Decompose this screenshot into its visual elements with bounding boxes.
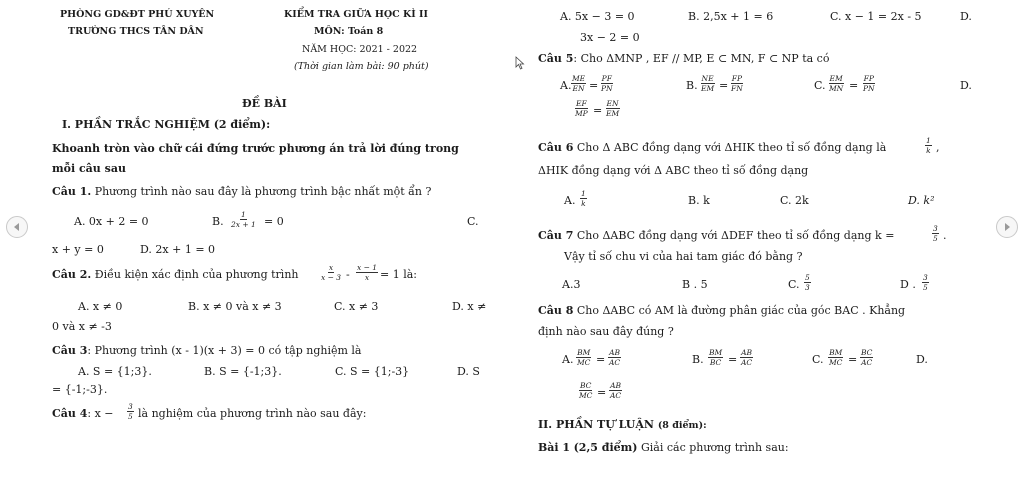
q7-option-d-fraction: $\frac{3}{5}$	[923, 273, 928, 292]
q5-c-frac-1: $\frac{EM}{MN}$	[829, 74, 844, 93]
school-dept: PHÒNG GD&ĐT PHÚ XUYÊN	[60, 9, 215, 20]
q2-option-d-content: 0 và x ≠ -3	[52, 320, 112, 333]
part1-heading: I. PHẦN TRẮC NGHIỆM (2 điểm):	[62, 118, 271, 131]
q1-option-b-fraction: $\frac{1}{2x + 1}$	[231, 210, 256, 229]
question-8: Câu 8 Cho ΔABC có AM là đường phân giác của góc BAC . Khẳng	[538, 304, 906, 317]
q5-c-frac-2: $\frac{FP}{PN}$	[863, 74, 875, 93]
q4-option-a: A. 5x − 3 = 0	[560, 10, 635, 23]
q8-c-frac-1: $\frac{BM}{MC}$	[829, 348, 843, 367]
q1-option-d: D. 2x + 1 = 0	[140, 243, 216, 256]
q6-option-a-fraction: $\frac{1}{k}$	[581, 189, 586, 208]
bai1-heading: Bài 1 (2,5 điểm) Giải các phương trình sau:	[538, 441, 789, 454]
q5-option-d-label: D.	[960, 79, 972, 92]
instruction-line-1: Khoanh tròn vào chữ cái đứng trước phương án trả lời đúng trong	[52, 142, 459, 155]
q7-option-b: B . 5	[682, 278, 708, 291]
q8-b-frac-1: $\frac{BM}{BC}$	[709, 348, 723, 367]
q2-equation-tail: = 1 là:	[380, 268, 417, 281]
q8-line-2: định nào sau đây đúng ?	[538, 325, 674, 338]
q3-option-d: D. S	[457, 365, 480, 378]
chevron-left-icon	[12, 222, 22, 232]
q4-option-d: D.	[960, 10, 972, 23]
prev-page-button[interactable]	[6, 216, 28, 238]
q8-option-a-label: A.	[562, 353, 574, 366]
q3-option-a: A. S = {1;3}.	[78, 365, 152, 378]
q8-c-frac-2: $\frac{BC}{AC}$	[861, 348, 873, 367]
q5-a-frac-2: $\frac{PF}{PN}$	[601, 74, 613, 93]
q7-option-c: C.	[788, 278, 800, 291]
q7-line-2: Vậy tỉ số chu vi của hai tam giác đó bằng ?	[564, 250, 803, 263]
q4-option-c: C. x − 1 = 2x - 5	[830, 10, 922, 23]
q3-option-b: B. S = {-1;3}.	[204, 365, 282, 378]
subject: MÔN: Toán 8	[314, 26, 384, 37]
mouse-cursor-icon	[515, 56, 525, 70]
q8-b-frac-2: $\frac{AB}{AC}$	[741, 348, 753, 367]
q5-b-frac-2: $\frac{FP}{FN}$	[731, 74, 743, 93]
q1-option-b-label: B.	[212, 215, 224, 228]
q2-option-d: D. x ≠	[452, 300, 487, 313]
q8-option-c-label: C.	[812, 353, 824, 366]
school-name: TRƯỜNG THCS TÂN DÂN	[68, 26, 204, 37]
question-5: Câu 5: Cho ΔMNP , EF // MP, E ⊂ MN, F ⊂ NP ta có	[538, 52, 830, 65]
q5-option-b-label: B.	[686, 79, 698, 92]
exam-time: (Thời gian làm bài: 90 phút)	[294, 61, 429, 72]
q7-option-d: D .	[900, 278, 916, 291]
q1-option-a: A. 0x + 2 = 0	[74, 215, 149, 228]
q4-text-tail: là nghiệm của phương trình nào sau đây:	[138, 407, 367, 420]
q7-option-a: A.3	[562, 278, 581, 291]
q4-option-d-content: 3x − 2 = 0	[580, 31, 640, 44]
question-4: Câu 4: x −	[52, 407, 114, 420]
question-6: Câu 6 Cho Δ ABC đồng dạng với ΔHIK theo tỉ số đồng dạng là	[538, 141, 887, 154]
q2-fraction-1: $\frac{x}{x - 3}$	[321, 263, 342, 282]
q5-b-frac-1: $\frac{NE}{EM}$	[701, 74, 715, 93]
q8-d-frac-2: $\frac{AB}{AC}$	[610, 381, 622, 400]
q6-option-b: B. k	[688, 194, 710, 207]
q3-option-c: C. S = {1;-3}	[335, 365, 410, 378]
q7-fraction: $\frac{3}{5}$	[933, 224, 938, 243]
q6-fraction: $\frac{1}{k}$	[926, 136, 931, 155]
question-3: Câu 3: Phương trình (x - 1)(x + 3) = 0 có tập nghiệm là	[52, 344, 362, 357]
q5-option-c-label: C.	[814, 79, 826, 92]
q5-option-a-label: A.	[560, 79, 572, 92]
q6-line-2: ΔHIK đồng dạng với Δ ABC theo tỉ số đồng dạng	[538, 164, 809, 177]
q2-fraction-2: $\frac{x - 1}{x}$	[357, 263, 378, 282]
q6-option-d: D. k²	[908, 194, 935, 207]
q1-option-b-tail: = 0	[264, 215, 284, 228]
q4-option-b: B. 2,5x + 1 = 6	[688, 10, 774, 23]
q7-option-c-fraction: $\frac{5}{3}$	[805, 273, 810, 292]
part2-heading: II. PHẦN TỰ LUẬN (8 điểm):	[538, 418, 707, 431]
question-7: Câu 7 Cho ΔABC đồng dạng với ΔDEF theo tỉ số đồng dạng k =	[538, 229, 895, 242]
q1-option-c-content: x + y = 0	[52, 243, 104, 256]
q8-a-frac-2: $\frac{AB}{AC}$	[609, 348, 621, 367]
question-1: Câu 1. Phương trình nào sau đây là phương trình bậc nhất một ẩn ?	[52, 185, 432, 198]
q2-option-c: C. x ≠ 3	[334, 300, 379, 313]
q4-fraction: $\frac{3}{5}$	[128, 402, 133, 421]
exam-page: PHÒNG GD&ĐT PHÚ XUYÊN TRƯỜNG THCS TÂN DÂN KIỂM TRA GIỮA HỌC KÌ II MÔN: Toán 8 NĂM HỌC: 2021 - 2022 (Thời gian làm bài: 90 phút) ĐỀ BÀI I. PHẦN TRẮC NGHIỆM (2 điểm): Khoanh tròn vào chữ cái đứng trước phương án trả lời đúng trong mỗi câu sau Câu 1. Phương trình nào sau đây là phương trình bậc nhất một ẩn ? A. 0x + 2 = 0 B. $\frac{1}{2x + 1}$ = 0 C. x + y = 0 D. 2x + 1 = 0 Câu 2. Điều kiện xác định của phương trình $\frac{x}{x - 3}$ - $\frac{x - 1}{x}$ = 1 là: A. x ≠ 0 B. x ≠ 0 và x ≠ 3 C. x ≠ 3 D. x ≠ 0 và x ≠ -3 Câu 3: Phương trình (x - 1)(x + 3) = 0 có tập nghiệm là A. S = {1;3}. B. S = {-1;3}. C. S = {1;-3} D. S = {-1;-3}. Câu 4: x − $\frac{3}{5}$ là nghiệm của phương trình nào sau đây: A. 5x − 3 = 0 B. 2,5x + 1 = 6 C. x − 1 = 2x - 5 D. 3x − 2 = 0 Câu 5: Cho ΔMNP , EF // MP, E ⊂ MN, F ⊂ NP ta có A. $\frac{ME}{EN}$ = $\frac{PF}{PN}$ B. $\frac{NE}{EM}$ = $\frac{FP}{FN}$ C. $\frac{EM}{MN}$ = $\frac{FP}{PN}$ D. $\frac{EF}{MP}$ = $\frac{EN}{EM}$ Câu 6 Cho Δ ABC đồng dạng với ΔHIK theo tỉ số đồng dạng là $\frac{1}{k}$ , ΔHIK đồng dạng với Δ ABC theo tỉ số đồng dạng A. $\frac{1}{k}$ B. k C. 2k D. k² Câu 7 Cho ΔABC đồng dạng với ΔDEF theo tỉ số đồng dạng k = $\frac{3}{5}$ . Vậy tỉ số chu vi của hai tam giác đó bằng ? A.3 B . 5 C. $\frac{5}{3}$ D . $\frac{3}{5}$ Câu 8 Cho ΔABC có AM là đường phân giác của góc BAC . Khẳng định nào sau đây đúng ? A. $\frac{BM}{MC}$ = $\frac{AB}{AC}$ B. $\frac{BM}{BC}$ = $\frac{AB}{AC}$ C. $\frac{BM}{MC}$ = $\frac{BC}{AC}$ D. $\frac{BC}{MC}$ = $\frac{AB}{AC}$ II. PHẦN TỰ LUẬN (8 điểm): Bài 1 (2,5 điểm) Giải các phương trình sau:	[52, 0, 972, 483]
next-page-button[interactable]	[996, 216, 1018, 238]
q6-option-a: A.	[564, 194, 576, 207]
question-2: Câu 2. Điều kiện xác định của phương trình	[52, 268, 299, 281]
q5-a-frac-1: $\frac{ME}{EN}$	[572, 74, 586, 93]
q8-d-frac-1: $\frac{BC}{MC}$	[579, 381, 593, 400]
q3-option-d-content: = {-1;-3}.	[52, 383, 108, 396]
exam-title: KIỂM TRA GIỮA HỌC KÌ II	[284, 9, 428, 20]
school-year: NĂM HỌC: 2021 - 2022	[302, 44, 418, 55]
q2-option-b: B. x ≠ 0 và x ≠ 3	[188, 300, 282, 313]
q5-d-frac-2: $\frac{EN}{EM}$	[606, 99, 620, 118]
de-bai-heading: ĐỀ BÀI	[242, 97, 287, 110]
q6-option-c: C. 2k	[780, 194, 809, 207]
q8-option-d-label: D.	[916, 353, 928, 366]
q8-a-frac-1: $\frac{BM}{MC}$	[577, 348, 591, 367]
q8-option-b-label: B.	[692, 353, 704, 366]
q2-option-a: A. x ≠ 0	[78, 300, 123, 313]
q5-d-frac-1: $\frac{EF}{MP}$	[575, 99, 588, 118]
q1-option-c: C.	[467, 215, 479, 228]
chevron-right-icon	[1002, 222, 1012, 232]
instruction-line-2: mỗi câu sau	[52, 162, 126, 175]
